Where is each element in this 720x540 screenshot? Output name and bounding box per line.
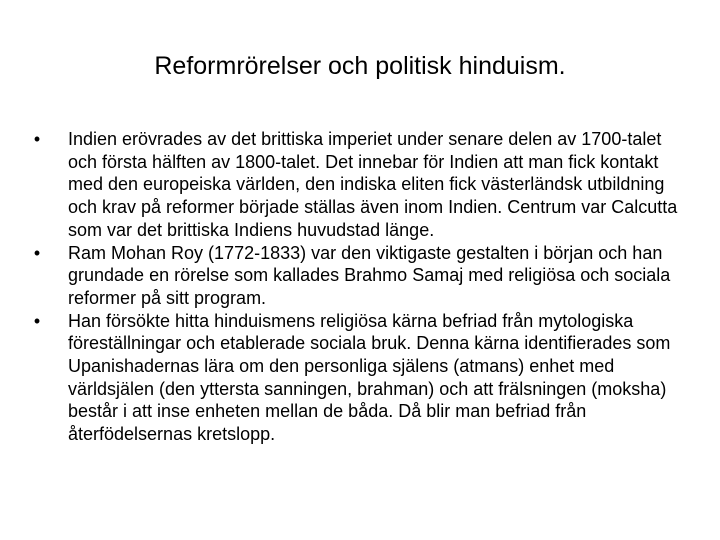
bullet-item [30,242,690,310]
bullet-list [30,128,690,446]
bullet-item [30,310,690,446]
bullet-dot-icon: • [33,129,41,149]
bullet-dot-icon: • [33,242,41,263]
bullet-dot-icon: • [33,310,41,331]
bullet-item [30,128,690,242]
bullet-text: Ram Mohan Roy (1772-1833) var den viktigaste gestalten i början och han grundade en rörelse som kallades Brahmo Samaj med religiösa och sociala reformer på sitt program. [68,242,671,308]
bullet-text: Han försökte hitta hinduismens religiösa kärna befriad från mytologiska föreställningar och etablerade sociala bruk. Denna kärna identifierades som Upanishadernas lära om den personliga själens (atmans) enhet med världsjälen (den yttersta sanningen, brahman) och att frälsningen (moksha) består i att inse enheten mellan de båda. Då blir man befriad från återfödelsernas kretslopp. [68,310,671,445]
bullet-text: Indien erövrades av det brittiska imperiet under senare delen av 1700-talet och första hälften av 1800-talet. Det innebar för Indien att man fick kontakt med den europeiska världen, den indiska eliten fick västerländsk utbildning och krav på reformer började ställas även inom Indien. Centrum var Calcutta som var det brittiska Indiens huvudstad länge. [68,129,678,240]
slide-title: Reformrörelser och politisk hinduism. [154,52,566,80]
